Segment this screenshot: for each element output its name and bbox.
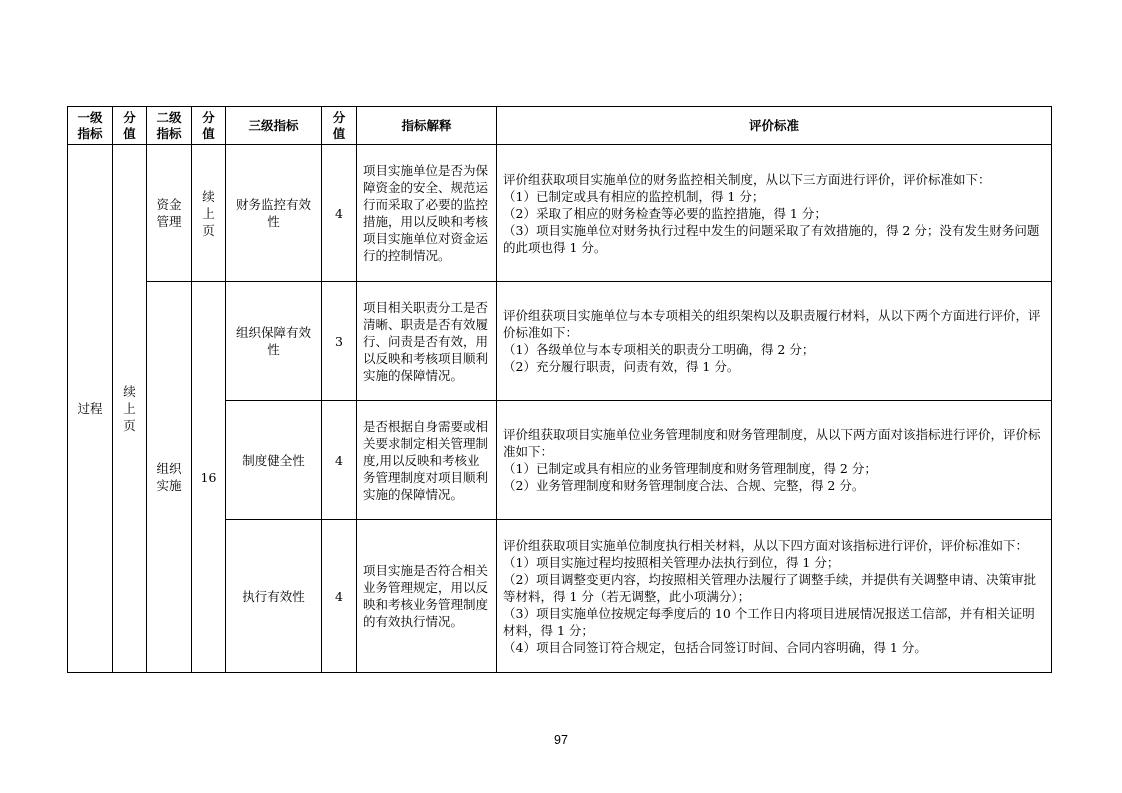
explanation-cell: 项目实施是否符合相关业务管理规定，用以反映和考核业务管理制度的有效执行情况。 xyxy=(357,520,497,673)
level3-score-cell: 4 xyxy=(322,145,357,282)
level3-indicator-cell: 财务监控有效性 xyxy=(226,145,322,282)
level1-score-cell: 续上页 xyxy=(113,145,147,673)
level3-score-cell: 4 xyxy=(322,401,357,520)
criteria-line: （1）已制定或具有相应的监控机制，得 1 分； xyxy=(503,188,765,204)
table-row xyxy=(68,282,1052,401)
criteria-line: 评价组获项目实施单位与本专项相关的组织架构以及职责履行材料，从以下两个方面进行评价，评价标准如下： xyxy=(503,308,1041,340)
criteria-line: 评价组获取项目实施单位制度执行相关材料，从以下四方面对该指标进行评价，评价标准如下： xyxy=(503,537,1029,553)
criteria-cell xyxy=(497,282,1052,401)
criteria-line: （3）项目实施单位对财务执行过程中发生的问题采取了有效措施的，得 2 分；没有发生财务问题的此项也得 1 分。 xyxy=(503,222,1040,255)
level3-score-cell: 4 xyxy=(322,520,357,673)
level3-indicator-cell: 组织保障有效性 xyxy=(226,282,322,401)
criteria-cell xyxy=(497,145,1052,282)
header-criteria: 评价标准 xyxy=(497,107,1052,145)
criteria-line: （2）充分履行职责，问责有效，得 1 分。 xyxy=(503,359,740,374)
criteria-line: 评价组获取项目实施单位的财务监控相关制度，从以下三方面进行评价，评价标准如下： xyxy=(503,171,991,187)
criteria-line: （1）已制定或具有相应的业务管理制度和财务管理制度，得 2 分； xyxy=(503,461,877,476)
explanation-cell: 项目实施单位是否为保障资金的安全、规范运行而采取了必要的监控措施，用以反映和考核项目实施单位对资金运行的控制情况。 xyxy=(357,145,497,282)
indicator-table xyxy=(67,106,1052,673)
level2-score-cell: 续上页 xyxy=(192,145,226,282)
level2-score-cell: 16 xyxy=(192,282,226,673)
explanation-cell: 项目相关职责分工是否清晰、职责是否有效履行、问责是否有效，用以反映和考核项目顺利实施的保障情况。 xyxy=(357,282,497,401)
header-level1-indicator: 一级指标 xyxy=(68,107,113,145)
criteria-line: （1）各级单位与本专项相关的职责分工明确，得 2 分； xyxy=(503,342,815,357)
level1-indicator-cell: 过程 xyxy=(68,145,113,673)
header-level2-score: 分值 xyxy=(192,107,226,145)
level2-indicator-cell: 资金管理 xyxy=(147,145,192,282)
criteria-line: （3）项目实施单位按规定每季度后的 10 个工作日内将项目进展情况报送工信部，并有相关证明材料，得 1 分； xyxy=(503,605,1035,638)
table-row xyxy=(68,145,1052,282)
header-level3-indicator: 三级指标 xyxy=(226,107,322,145)
criteria-line: （2）业务管理制度和财务管理制度合法、合规、完整，得 2 分。 xyxy=(503,478,865,493)
criteria-line: （2）采取了相应的财务检查等必要的监控措施，得 1 分； xyxy=(503,205,827,221)
header-explanation: 指标解释 xyxy=(357,107,497,145)
explanation-cell: 是否根据自身需要或相关要求制定相关管理制度,用以反映和考核业务管理制度对项目顺利实施的保障情况。 xyxy=(357,401,497,520)
header-level3-score: 分值 xyxy=(322,107,357,145)
header-level1-score: 分值 xyxy=(113,107,147,145)
header-level2-indicator: 二级指标 xyxy=(147,107,192,145)
criteria-line: （1）项目实施过程均按照相关管理办法执行到位，得 1 分； xyxy=(503,554,840,570)
criteria-line: （2）项目调整变更内容，均按照相关管理办法履行了调整手续，并提供有关调整申请、决策审批等材料，得 1 分（若无调整，此小项满分）； xyxy=(503,571,1036,604)
criteria-cell xyxy=(497,401,1052,520)
page-number: 97 xyxy=(554,733,568,747)
criteria-cell xyxy=(497,520,1052,673)
level3-indicator-cell: 执行有效性 xyxy=(226,520,322,673)
criteria-line: （4）项目合同签订符合规定，包括合同签订时间、合同内容明确，得 1 分。 xyxy=(503,639,927,655)
level3-score-cell: 3 xyxy=(322,282,357,401)
criteria-line: 评价组获取项目实施单位业务管理制度和财务管理制度，从以下两方面对该指标进行评价，评价标准如下： xyxy=(503,427,1041,459)
level2-indicator-cell: 组织实施 xyxy=(147,282,192,673)
level3-indicator-cell: 制度健全性 xyxy=(226,401,322,520)
header-row xyxy=(68,107,1052,145)
